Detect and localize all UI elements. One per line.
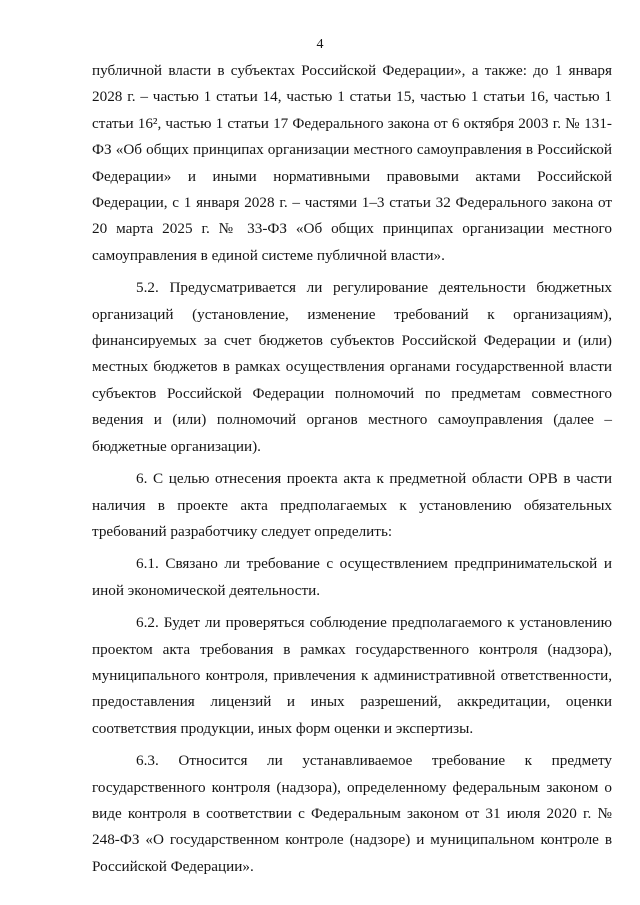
paragraph-6: 6. С целью отнесения проекта акта к предметной области ОРВ в части наличия в проекте акта предполагаемых к установлению обязательных требований разработчику следует определить: (92, 470, 612, 540)
paragraph-6-1: 6.1. Связано ли требование с осуществлением предпринимательской и иной экономической деятельности. (92, 555, 612, 599)
paragraph-continuation: публичной власти в субъектах Российской Федерации», а также: до 1 января 2028 г. – частью 1 статьи 14, частью 1 статьи 15, частью 1 статьи 16, частью 1 статьи 16², частью 1 статьи 17 Федерального закона от 6 октября 2003 г. № 131-ФЗ «Об общих принципах организации местного самоуправления в Российской Федерации» и иными нормативными правовыми актами Российской Федерации, с 1 января 2028 г. – частями 1–3 статьи 32 Федерального закона от 20 марта 2025 г. № 33-ФЗ «Об общих принципах организации местного самоуправления в единой системе публичной власти». (92, 62, 612, 264)
paragraph-6-2: 6.2. Будет ли проверяться соблюдение предполагаемого к установлению проектом акта требования в рамках государственного контроля (надзора), муниципального контроля, привлечения к административной ответственности, предоставления лицензий и иных разрешений, аккредитации, оценки соответствия продукции, иных форм оценки и экспертизы. (92, 614, 612, 737)
paragraph-5-2: 5.2. Предусматривается ли регулирование деятельности бюджетных организаций (установление, изменение требований к организациям), финансируемых за счет бюджетов субъектов Российской Федерации и (или) местных бюджетов в рамках осуществления органами государственной власти субъектов Российской Федерации полномочий по предметам совместного ведения и (или) полномочий органов местного самоуправления (далее – бюджетные организации). (92, 279, 612, 455)
paragraph-6-3: 6.3. Относится ли устанавливаемое требование к предмету государственного контроля (надзора), определенному федеральным законом о виде контроля в соответствии с Федеральным законом от 31 июля 2020 г. № 248-ФЗ «О государственном контроле (надзоре) и муниципальном контроле в Российской Федерации». (92, 752, 612, 875)
page-number: 4 (316, 37, 324, 52)
document-body (92, 58, 612, 880)
